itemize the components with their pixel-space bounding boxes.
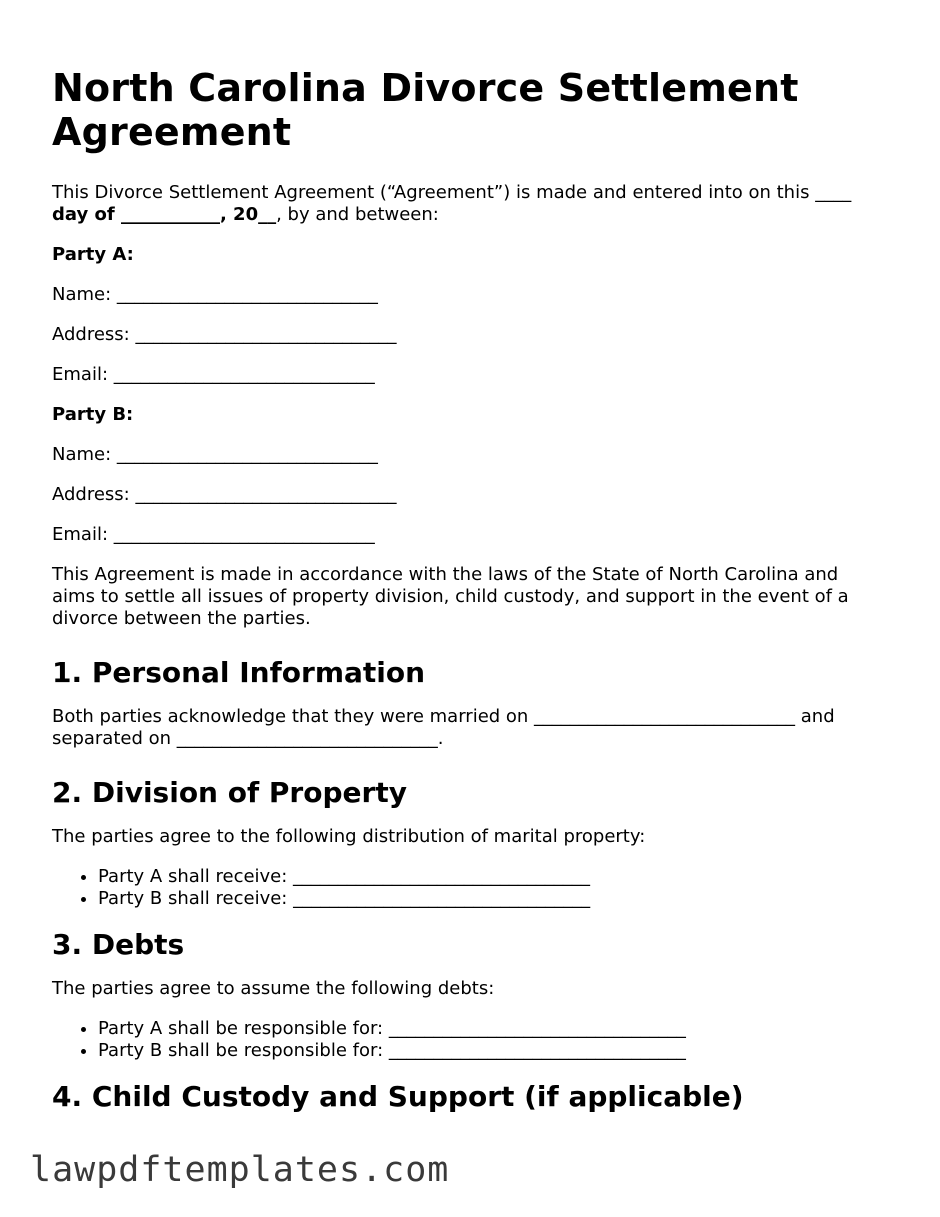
section-debts-heading: 3. Debts [52,928,185,961]
list-item[interactable]: • Party B shall receive: _________________________________ [98,888,882,910]
intro-tail: , by and between: [276,204,439,225]
purpose-paragraph: This Agreement is made in accordance with the laws of the State of North Carolina and aims to settle all issues of property division, child custody, and support in the event of a divorce between the parties. [52,564,849,629]
list-item[interactable]: • Party A shall receive: _________________________________ [98,866,882,888]
document-page [52,66,882,1130]
intro-paragraph [52,182,882,226]
party-b-address-field[interactable]: Address: _____________________________ [52,484,397,505]
section-personal-heading: 1. Personal Information [52,656,426,689]
section-debts-text: The parties agree to assume the following debts: [52,978,495,999]
document-title: North Carolina Divorce Settlement Agreement [52,66,799,154]
party-b-email-field[interactable]: Email: _____________________________ [52,524,375,545]
party-a-name-field[interactable]: Name: _____________________________ [52,284,378,305]
section-property-text: The parties agree to the following distribution of marital property: [52,826,646,847]
party-b-heading: Party B: [52,404,134,425]
party-a-email-field[interactable]: Email: _____________________________ [52,364,375,385]
section-property-heading: 2. Division of Property [52,776,407,809]
intro-date-blank: day of ___________, 20__ [52,204,277,225]
party-a-address-field[interactable]: Address: _____________________________ [52,324,397,345]
section-personal-text: Both parties acknowledge that they were married on _____________________________ and separated on _____________________________. [52,706,835,749]
intro-text: This Divorce Settlement Agreement (“Agreement”) is made and entered into on this ____ [52,182,852,203]
party-b-name-field[interactable]: Name: _____________________________ [52,444,378,465]
list-item[interactable]: • Party B shall be responsible for: _________________________________ [98,1040,882,1062]
section-custody-heading: 4. Child Custody and Support (if applicable) [52,1080,744,1113]
watermark: lawpdftemplates.com [30,1150,450,1190]
debts-list [52,1018,882,1062]
party-a-heading: Party A: [52,244,134,265]
list-item[interactable]: • Party A shall be responsible for: _________________________________ [98,1018,882,1040]
property-list [52,866,882,910]
